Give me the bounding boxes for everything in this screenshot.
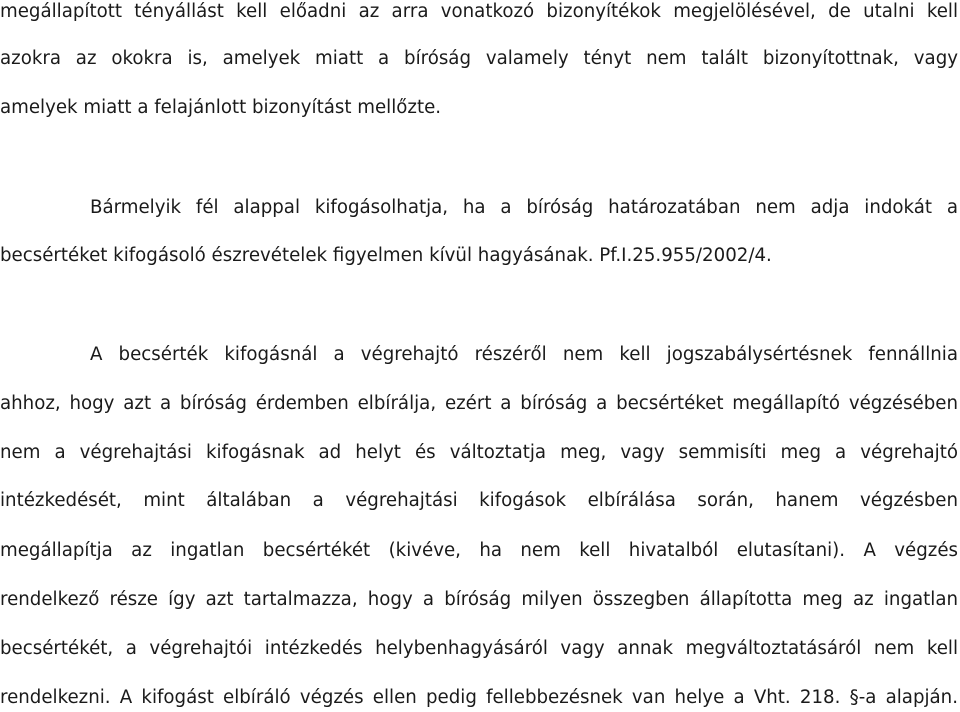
paragraph-2-line-1: Bármelyik fél alappal kifogásolhatja, ha a bíróság határozatában nem adja indokát a <box>90 197 958 218</box>
paragraph-3-line-4: intézkedését, mint általában a végrehajtási kifogások elbírálása során, hanem végzésben <box>0 490 958 511</box>
paragraph-3-line-5: megállapítja az ingatlan becsértékét (kivéve, ha nem kell hivatalból elutasítani). A végzés <box>0 540 958 561</box>
paragraph-1-line-2: azokra az okokra is, amelyek miatt a bíróság valamely tényt nem talált bizonyítottnak, vagy <box>0 48 958 69</box>
paragraph-3-line-1: A becsérték kifogásnál a végrehajtó részéről nem kell jogszabálysértésnek fennállnia <box>90 344 958 365</box>
paragraph-1-line-1: megállapított tényállást kell előadni az arra vonatkozó bizonyítékok megjelölésével, de utalni kell <box>0 1 958 22</box>
paragraph-3-line-8: rendelkezni. A kifogást elbíráló végzés ellen pedig fellebbezésnek van helye a Vht. 218. §-a alapján. <box>0 687 958 708</box>
paragraph-1-line-3: amelyek miatt a felajánlott bizonyítást mellőzte. <box>0 97 442 118</box>
paragraph-2-line-2: becsértéket kifogásoló észrevételek figyelmen kívül hagyásának. Pf.I.25.955/2002/4. <box>0 245 772 266</box>
paragraph-3-line-7: becsértékét, a végrehajtói intézkedés helybenhagyásáról vagy annak megváltoztatásáról nem kell <box>0 638 958 659</box>
paragraph-3-line-6: rendelkező része így azt tartalmazza, hogy a bíróság milyen összegben állapította meg az ingatlan <box>0 589 958 610</box>
paragraph-3-line-3: nem a végrehajtási kifogásnak ad helyt és változtatja meg, vagy semmisíti meg a végrehajtó <box>0 442 958 463</box>
paragraph-3-line-2: ahhoz, hogy azt a bíróság érdemben elbírálja, ezért a bíróság a becsértéket megállapító végzésében <box>0 393 958 414</box>
